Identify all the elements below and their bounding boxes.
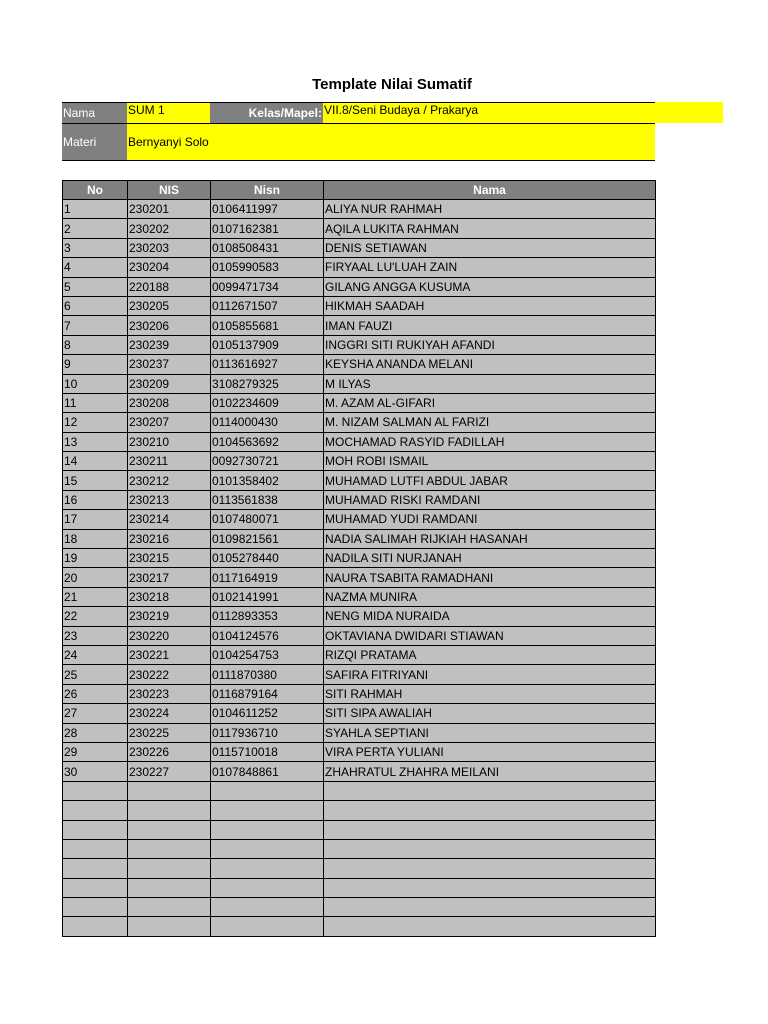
cell-nisn[interactable] — [211, 839, 324, 858]
table-row — [63, 742, 656, 761]
cell-nis[interactable] — [128, 820, 211, 839]
table-row — [63, 762, 656, 781]
cell-nis[interactable]: 230215 — [128, 549, 211, 568]
cell-nama[interactable]: NADIA SALIMAH RIJKIAH HASANAH — [324, 529, 656, 548]
cell-nisn[interactable]: 0105137909 — [211, 335, 324, 354]
table-row — [63, 626, 656, 645]
table-row — [63, 355, 656, 374]
cell-nama[interactable] — [324, 820, 656, 839]
cell-nis[interactable]: 230205 — [128, 296, 211, 315]
cell-nama[interactable]: GILANG ANGGA KUSUMA — [324, 277, 656, 296]
cell-nisn[interactable]: 0105278440 — [211, 549, 324, 568]
cell-nisn[interactable]: 0116879164 — [211, 684, 324, 703]
cell-nama[interactable]: INGGRI SITI RUKIYAH AFANDI — [324, 335, 656, 354]
header-nama: Nama — [324, 181, 656, 200]
cell-no[interactable]: 13 — [63, 432, 128, 451]
table-row — [63, 723, 656, 742]
cell-no[interactable]: 7 — [63, 316, 128, 335]
cell-nisn[interactable] — [211, 917, 324, 936]
cell-nis[interactable]: 230224 — [128, 704, 211, 723]
table-row — [63, 801, 656, 820]
table-row — [63, 859, 656, 878]
cell-nis[interactable] — [128, 839, 211, 858]
cell-nis[interactable]: 230206 — [128, 316, 211, 335]
cell-no[interactable] — [63, 801, 128, 820]
cell-nisn[interactable] — [211, 820, 324, 839]
table-row — [63, 452, 656, 471]
table-row — [63, 490, 656, 509]
cell-nama[interactable]: M. NIZAM SALMAN AL FARIZI — [324, 413, 656, 432]
cell-nis[interactable]: 230217 — [128, 568, 211, 587]
cell-nisn[interactable]: 0105855681 — [211, 316, 324, 335]
cell-nisn[interactable]: 0112893353 — [211, 607, 324, 626]
table-row — [63, 510, 656, 529]
cell-nama[interactable] — [324, 898, 656, 917]
cell-nis[interactable]: 230212 — [128, 471, 211, 490]
cell-nis[interactable]: 230227 — [128, 762, 211, 781]
cell-nis[interactable]: 230216 — [128, 529, 211, 548]
cell-nis[interactable]: 230237 — [128, 355, 211, 374]
nama-value-cell[interactable]: SUM 1 — [127, 103, 210, 124]
table-row — [63, 665, 656, 684]
cell-nama[interactable] — [324, 801, 656, 820]
cell-no[interactable] — [63, 878, 128, 897]
cell-nama[interactable]: M. AZAM AL-GIFARI — [324, 393, 656, 412]
cell-nisn[interactable]: 0099471734 — [211, 277, 324, 296]
cell-nis[interactable]: 230221 — [128, 645, 211, 664]
table-row — [63, 704, 656, 723]
kelas-highlight-extension — [655, 102, 723, 123]
cell-no[interactable]: 14 — [63, 452, 128, 471]
cell-nis[interactable]: 230203 — [128, 238, 211, 257]
table-body — [63, 200, 656, 937]
cell-nisn[interactable]: 0102141991 — [211, 587, 324, 606]
table-row — [63, 238, 656, 257]
cell-nisn[interactable]: 0114000430 — [211, 413, 324, 432]
page-title: Template Nilai Sumatif — [312, 76, 472, 93]
cell-nis[interactable]: 230225 — [128, 723, 211, 742]
cell-no[interactable]: 11 — [63, 393, 128, 412]
cell-nisn[interactable]: 0117936710 — [211, 723, 324, 742]
cell-nisn[interactable]: 0109821561 — [211, 529, 324, 548]
cell-nama[interactable]: MOH ROBI ISMAIL — [324, 452, 656, 471]
cell-nama[interactable]: M ILYAS — [324, 374, 656, 393]
cell-no[interactable]: 5 — [63, 277, 128, 296]
cell-nisn[interactable]: 0104611252 — [211, 704, 324, 723]
table-row — [63, 607, 656, 626]
header-nis: NIS — [128, 181, 211, 200]
table-row — [63, 219, 656, 238]
table-row — [63, 258, 656, 277]
cell-nisn[interactable]: 0107848861 — [211, 762, 324, 781]
cell-no[interactable]: 20 — [63, 568, 128, 587]
table-row — [63, 820, 656, 839]
cell-nisn[interactable]: 0107162381 — [211, 219, 324, 238]
table-row — [63, 529, 656, 548]
table-row — [63, 200, 656, 219]
cell-nisn[interactable] — [211, 859, 324, 878]
table-row — [63, 549, 656, 568]
cell-nama[interactable]: KEYSHA ANANDA MELANI — [324, 355, 656, 374]
cell-nama[interactable] — [324, 878, 656, 897]
cell-nama[interactable] — [324, 839, 656, 858]
cell-no[interactable] — [63, 820, 128, 839]
cell-nama[interactable]: ZHAHRATUL ZHAHRA MEILANI — [324, 762, 656, 781]
cell-no[interactable]: 16 — [63, 490, 128, 509]
cell-nama[interactable]: NADILA SITI NURJANAH — [324, 549, 656, 568]
cell-nis[interactable] — [128, 917, 211, 936]
table-row — [63, 587, 656, 606]
cell-nisn[interactable] — [211, 898, 324, 917]
table-row — [63, 432, 656, 451]
cell-no[interactable]: 19 — [63, 549, 128, 568]
cell-nama[interactable]: NENG MIDA NURAIDA — [324, 607, 656, 626]
cell-nis[interactable]: 230204 — [128, 258, 211, 277]
cell-nisn[interactable]: 0092730721 — [211, 452, 324, 471]
cell-nisn[interactable]: 0112671507 — [211, 296, 324, 315]
cell-nama[interactable]: MOCHAMAD RASYID FADILLAH — [324, 432, 656, 451]
cell-nama[interactable]: MUHAMAD RISKI RAMDANI — [324, 490, 656, 509]
cell-nama[interactable] — [324, 859, 656, 878]
cell-nama[interactable]: RIZQI PRATAMA — [324, 645, 656, 664]
table-row — [63, 413, 656, 432]
cell-nis[interactable]: 230213 — [128, 490, 211, 509]
cell-nama[interactable]: SYAHLA SEPTIANI — [324, 723, 656, 742]
cell-no[interactable]: 12 — [63, 413, 128, 432]
nama-label: Nama — [62, 103, 127, 124]
cell-nama[interactable]: HIKMAH SAADAH — [324, 296, 656, 315]
cell-nisn[interactable]: 0108508431 — [211, 238, 324, 257]
table-row — [63, 393, 656, 412]
cell-nama[interactable]: SITI RAHMAH — [324, 684, 656, 703]
cell-nis[interactable]: 230207 — [128, 413, 211, 432]
cell-nisn[interactable]: 0117164919 — [211, 568, 324, 587]
cell-nis[interactable]: 230214 — [128, 510, 211, 529]
table-row — [63, 645, 656, 664]
cell-nama[interactable]: ALIYA NUR RAHMAH — [324, 200, 656, 219]
info-row-materi — [62, 124, 655, 161]
kelas-value-cell[interactable]: VII.8/Seni Budaya / Prakarya — [323, 103, 655, 124]
cell-nisn[interactable]: 0104254753 — [211, 645, 324, 664]
cell-no[interactable]: 21 — [63, 587, 128, 606]
cell-nis[interactable]: 230208 — [128, 393, 211, 412]
cell-nama[interactable]: OKTAVIANA DWIDARI STIAWAN — [324, 626, 656, 645]
cell-nisn[interactable]: 0113561838 — [211, 490, 324, 509]
cell-nis[interactable] — [128, 878, 211, 897]
cell-no[interactable]: 27 — [63, 704, 128, 723]
cell-nama[interactable]: SAFIRA FITRIYANI — [324, 665, 656, 684]
table-row — [63, 781, 656, 800]
cell-no[interactable]: 25 — [63, 665, 128, 684]
cell-nisn[interactable]: 0104563692 — [211, 432, 324, 451]
cell-nama[interactable]: FIRYAAL LU'LUAH ZAIN — [324, 258, 656, 277]
cell-nisn[interactable]: 0102234609 — [211, 393, 324, 412]
table-row — [63, 839, 656, 858]
cell-nis[interactable]: 230202 — [128, 219, 211, 238]
cell-nis[interactable]: 220188 — [128, 277, 211, 296]
cell-nisn[interactable]: 0113616927 — [211, 355, 324, 374]
header-nisn: Nisn — [211, 181, 324, 200]
cell-nama[interactable]: IMAN FAUZI — [324, 316, 656, 335]
cell-no[interactable]: 15 — [63, 471, 128, 490]
cell-nis[interactable] — [128, 859, 211, 878]
cell-nis[interactable]: 230220 — [128, 626, 211, 645]
cell-nis[interactable]: 230209 — [128, 374, 211, 393]
cell-nis[interactable]: 230223 — [128, 684, 211, 703]
table-row — [63, 335, 656, 354]
cell-nama[interactable]: DENIS SETIAWAN — [324, 238, 656, 257]
cell-nisn[interactable]: 3108279325 — [211, 374, 324, 393]
materi-label: Materi — [62, 124, 127, 161]
cell-nisn[interactable] — [211, 801, 324, 820]
table-row — [63, 277, 656, 296]
cell-nisn[interactable] — [211, 781, 324, 800]
cell-nisn[interactable]: 0105990583 — [211, 258, 324, 277]
table-row — [63, 316, 656, 335]
cell-nama[interactable]: NAURA TSABITA RAMADHANI — [324, 568, 656, 587]
cell-no[interactable] — [63, 781, 128, 800]
cell-nis[interactable]: 230239 — [128, 335, 211, 354]
cell-no[interactable]: 30 — [63, 762, 128, 781]
table-header-row — [63, 181, 656, 200]
student-table — [62, 180, 656, 937]
cell-nis[interactable]: 230201 — [128, 200, 211, 219]
cell-nama[interactable]: VIRA PERTA YULIANI — [324, 742, 656, 761]
cell-no[interactable]: 3 — [63, 238, 128, 257]
cell-no[interactable] — [63, 859, 128, 878]
cell-nisn[interactable]: 0107480071 — [211, 510, 324, 529]
cell-nis[interactable]: 230211 — [128, 452, 211, 471]
cell-nisn[interactable]: 0106411997 — [211, 200, 324, 219]
cell-no[interactable] — [63, 917, 128, 936]
cell-nis[interactable] — [128, 801, 211, 820]
cell-no[interactable]: 1 — [63, 200, 128, 219]
cell-nama[interactable]: NAZMA MUNIRA — [324, 587, 656, 606]
materi-value-cell[interactable]: Bernyanyi Solo — [127, 124, 655, 161]
table-row — [63, 878, 656, 897]
cell-nis[interactable]: 230222 — [128, 665, 211, 684]
cell-nisn[interactable]: 0111870380 — [211, 665, 324, 684]
info-row-nama — [62, 103, 655, 124]
cell-no[interactable]: 26 — [63, 684, 128, 703]
cell-no[interactable]: 9 — [63, 355, 128, 374]
cell-nama[interactable] — [324, 917, 656, 936]
table-row — [63, 374, 656, 393]
cell-nama[interactable]: MUHAMAD YUDI RAMDANI — [324, 510, 656, 529]
cell-nisn[interactable]: 0115710018 — [211, 742, 324, 761]
cell-no[interactable]: 23 — [63, 626, 128, 645]
table-row — [63, 296, 656, 315]
cell-no[interactable] — [63, 898, 128, 917]
cell-nama[interactable]: SITI SIPA AWALIAH — [324, 704, 656, 723]
cell-nisn[interactable]: 0104124576 — [211, 626, 324, 645]
table-row — [63, 898, 656, 917]
cell-nisn[interactable]: 0101358402 — [211, 471, 324, 490]
cell-nis[interactable]: 230218 — [128, 587, 211, 606]
cell-nis[interactable]: 230210 — [128, 432, 211, 451]
table-row — [63, 471, 656, 490]
table-row — [63, 917, 656, 936]
cell-nama[interactable] — [324, 781, 656, 800]
cell-no[interactable]: 24 — [63, 645, 128, 664]
kelas-label: Kelas/Mapel: — [210, 103, 323, 124]
table-row — [63, 568, 656, 587]
cell-nis[interactable] — [128, 898, 211, 917]
cell-nama[interactable]: AQILA LUKITA RAHMAN — [324, 219, 656, 238]
header-no: No — [63, 181, 128, 200]
cell-nama[interactable]: MUHAMAD LUTFI ABDUL JABAR — [324, 471, 656, 490]
cell-no[interactable]: 10 — [63, 374, 128, 393]
cell-nisn[interactable] — [211, 878, 324, 897]
cell-nis[interactable]: 230219 — [128, 607, 211, 626]
table-row — [63, 684, 656, 703]
cell-nis[interactable] — [128, 781, 211, 800]
cell-no[interactable]: 4 — [63, 258, 128, 277]
cell-no[interactable]: 6 — [63, 296, 128, 315]
info-table — [62, 102, 655, 161]
cell-no[interactable]: 22 — [63, 607, 128, 626]
cell-no[interactable]: 29 — [63, 742, 128, 761]
cell-no[interactable]: 2 — [63, 219, 128, 238]
cell-no[interactable]: 28 — [63, 723, 128, 742]
cell-no[interactable]: 8 — [63, 335, 128, 354]
cell-no[interactable] — [63, 839, 128, 858]
cell-no[interactable]: 17 — [63, 510, 128, 529]
cell-nis[interactable]: 230226 — [128, 742, 211, 761]
cell-no[interactable]: 18 — [63, 529, 128, 548]
